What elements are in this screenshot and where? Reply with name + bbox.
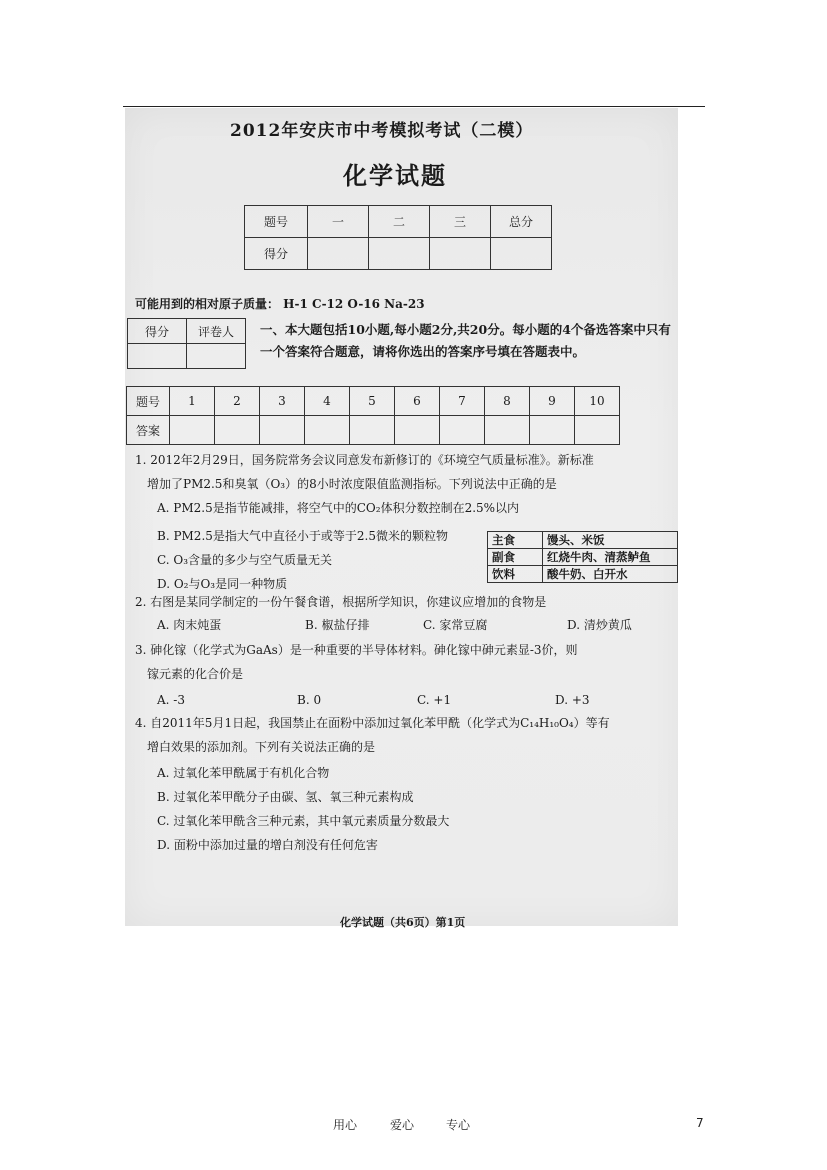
menu-items: 红烧牛肉、清蒸鲈鱼	[543, 549, 678, 566]
header-rule	[123, 106, 705, 107]
score-table-cell: 得分	[245, 238, 308, 270]
answer-blank	[485, 416, 530, 445]
motto-word: 专心	[446, 1118, 471, 1132]
score-table-cell: 题号	[245, 206, 308, 238]
lunch-menu-table	[487, 531, 678, 583]
answer-number: 5	[350, 387, 395, 416]
q4-stem-line1: 4. 自2011年5月1日起，我国禁止在面粉中添加过氧化苯甲酰（化学式为C₁₄H₁₀O₄）等有	[135, 716, 610, 730]
q1-option-a: A. PM2.5是指节能减排，将空气中的CO₂体积分数控制在2.5%以内	[157, 501, 520, 515]
section-instructions: 一、本大题包括10小题,每小题2分,共20分。每小题的4个备选答案中只有一个答案符合题意，请将你选出的答案序号填在答题表中。	[260, 322, 671, 359]
q1-stem-line1: 1. 2012年2月29日，国务院常务会议同意发布新修订的《环境空气质量标准》。新标准	[135, 453, 594, 467]
q1-stem-line2: 增加了PM2.5和臭氧（O₃）的8小时浓度限值监测指标。下列说法中正确的是	[147, 477, 557, 491]
score-table-cell: 总分	[491, 206, 552, 238]
atomic-masses: 可能用到的相对原子质量： H-1 C-12 O-16 Na-23	[135, 297, 425, 311]
grader-blank	[128, 344, 187, 369]
menu-items: 馒头、米饭	[543, 532, 678, 549]
exam-page-footer: 化学试题（共6页）第1页	[340, 916, 466, 929]
menu-category: 主食	[488, 532, 543, 549]
q4-option-a: A. 过氧化苯甲酰属于有机化合物	[157, 766, 330, 780]
answer-number: 4	[305, 387, 350, 416]
answer-blank	[440, 416, 485, 445]
answer-blank	[305, 416, 350, 445]
answer-blank	[215, 416, 260, 445]
q2-stem: 2. 右图是某同学制定的一份午餐食谱，根据所学知识，你建议应增加的食物是	[135, 595, 547, 609]
q1-option-d: D. O₂与O₃是同一种物质	[157, 577, 288, 591]
q2-option-d: D. 清炒黄瓜	[567, 618, 632, 632]
q4-stem-line2: 增白效果的添加剂。下列有关说法正确的是	[147, 740, 376, 754]
exam-title: 2012年安庆市中考模拟考试（二模）	[230, 121, 534, 141]
q4-option-b: B. 过氧化苯甲酰分子由碳、氢、氧三种元素构成	[157, 790, 414, 804]
menu-category: 副食	[488, 549, 543, 566]
score-blank	[491, 238, 552, 270]
menu-category: 饮料	[488, 566, 543, 583]
exam-subject: 化学试题	[343, 161, 447, 190]
q3-option-d: D. +3	[555, 693, 590, 707]
q2-option-c: C. 家常豆腐	[423, 618, 488, 632]
q3-stem-line1: 3. 砷化镓（化学式为GaAs）是一种重要的半导体材料。砷化镓中砷元素显-3价，则	[135, 643, 578, 657]
score-table	[244, 205, 552, 270]
answer-number: 6	[395, 387, 440, 416]
answer-blank	[395, 416, 440, 445]
grader-cell: 评卷人	[187, 319, 246, 344]
q2-option-a: A. 肉末炖蛋	[157, 618, 222, 632]
answer-blank	[575, 416, 620, 445]
grader-blank	[187, 344, 246, 369]
grader-table	[127, 318, 246, 369]
answer-number: 3	[260, 387, 305, 416]
answer-number: 7	[440, 387, 485, 416]
menu-items: 酸牛奶、白开水	[543, 566, 678, 583]
answer-table	[126, 386, 620, 445]
answer-blank	[530, 416, 575, 445]
score-blank	[308, 238, 369, 270]
score-table-cell: 一	[308, 206, 369, 238]
motto-word: 用心	[333, 1118, 358, 1132]
answer-blank	[350, 416, 395, 445]
answer-number: 8	[485, 387, 530, 416]
q3-option-a: A. -3	[157, 693, 185, 707]
answer-label: 答案	[127, 416, 170, 445]
score-table-cell: 二	[369, 206, 430, 238]
score-blank	[430, 238, 491, 270]
answer-number: 9	[530, 387, 575, 416]
score-blank	[369, 238, 430, 270]
answer-blank	[170, 416, 215, 445]
q3-option-b: B. 0	[297, 693, 322, 707]
answer-blank	[260, 416, 305, 445]
q1-option-b: B. PM2.5是指大气中直径小于或等于2.5微米的颗粒物	[157, 529, 448, 543]
q4-option-d: D. 面粉中添加过量的增白剂没有任何危害	[157, 838, 378, 852]
q4-option-c: C. 过氧化苯甲酰含三种元素，其中氧元素质量分数最大	[157, 814, 450, 828]
answer-number: 1	[170, 387, 215, 416]
answer-number: 2	[215, 387, 260, 416]
page-number: 7	[696, 1116, 704, 1130]
q2-option-b: B. 椒盐仔排	[305, 618, 370, 632]
score-table-cell: 三	[430, 206, 491, 238]
scanned-exam-page	[125, 108, 678, 929]
motto-word: 爱心	[390, 1118, 415, 1132]
answer-number: 10	[575, 387, 620, 416]
grader-cell: 得分	[128, 319, 187, 344]
q3-stem-line2: 镓元素的化合价是	[147, 667, 244, 681]
answer-header: 题号	[127, 387, 170, 416]
q3-option-c: C. +1	[417, 693, 452, 707]
q1-option-c: C. O₃含量的多少与空气质量无关	[157, 553, 333, 567]
